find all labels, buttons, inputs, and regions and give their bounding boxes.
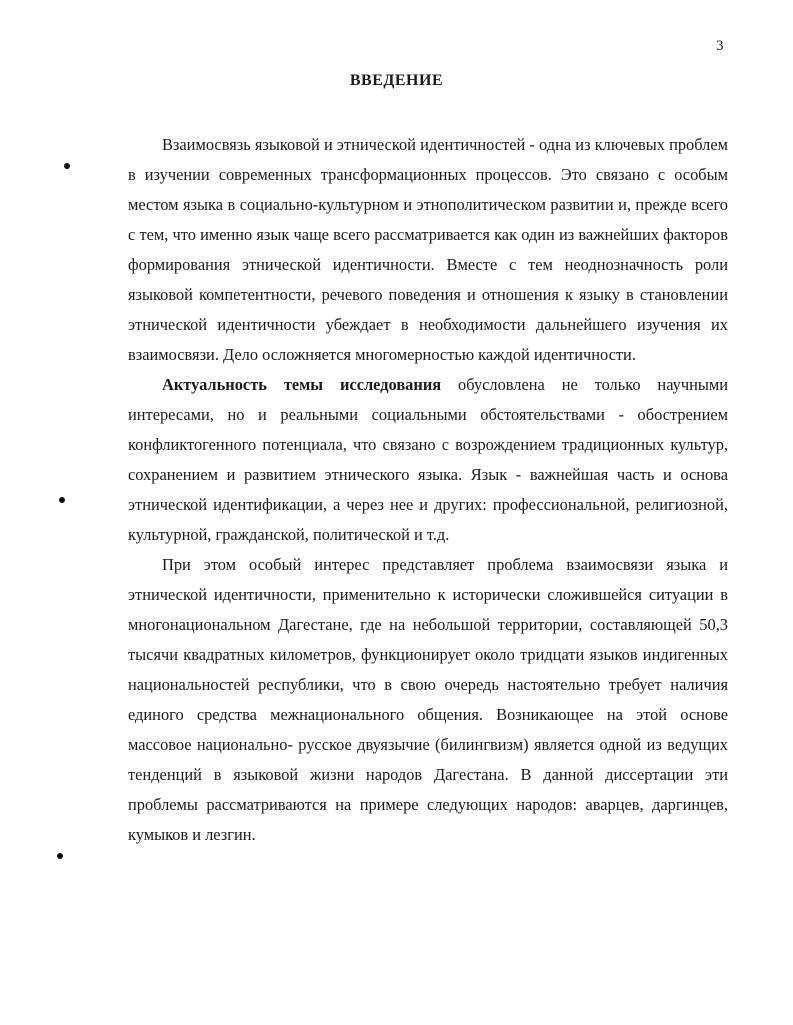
paragraph-dagestan: При этом особый интерес представляет проблема взаимосвязи языка и этнической идентичности, применительно к исторически сложившейся ситуации в многонациональном Дагестане, где на небольшой территории, составляющей 50,3 тысячи квадратных километров, функционирует около тридцати языков индигенных национальностей республики, что в свою очередь настоятельно требует наличия единого средства межнационального общения. Возникающее на этой основе массовое национально- русское двуязычие (билингвизм) является одной из ведущих тенденций в языковой жизни народов Дагестана. В данной диссертации эти проблемы рассматриваются на примере следующих народов: аварцев, даргинцев, кумыков и лезгин. <box>128 555 728 844</box>
paragraph-intro: Взаимосвязь языковой и этнической идентичностей - одна из ключевых проблем в изучении современных трансформационных процессов. Это связано с особым местом языка в социально-культурном и этнополитическом развитии и, прежде всего с тем, что именно язык чаще всего рассматривается как один из важнейших факторов формирования этнической идентичности. Вместе с тем неоднозначность роли языковой компетентности, речевого поведения и отношения к языку в становлении этнической идентичности убеждает в необходимости дальнейшего изучения их взаимосвязи. Дело осложняется многомерностью каждой идентичности. <box>128 135 728 364</box>
margin-dot-icon <box>64 163 70 169</box>
paragraph-relevance <box>128 370 728 550</box>
page-title: ВВЕДЕНИЕ <box>349 72 444 89</box>
document-body <box>128 130 728 850</box>
relevance-text: обусловлена не только научными интересами, но и реальными социальными обстоятельствами - обострением конфликтогенного потенциала, что связано с возрождением традиционных культур, сохранением и развитием этнического языка. Язык - важнейшая часть и основа этнической идентификации, а через нее и других: профессиональной, религиозной, культурной, гражданской, политической и т.д. <box>128 375 729 544</box>
page-number: 3 <box>716 38 724 54</box>
margin-dot-icon <box>57 853 63 859</box>
relevance-term: Актуальность темы исследования <box>162 375 442 394</box>
margin-dot-icon <box>59 497 65 503</box>
